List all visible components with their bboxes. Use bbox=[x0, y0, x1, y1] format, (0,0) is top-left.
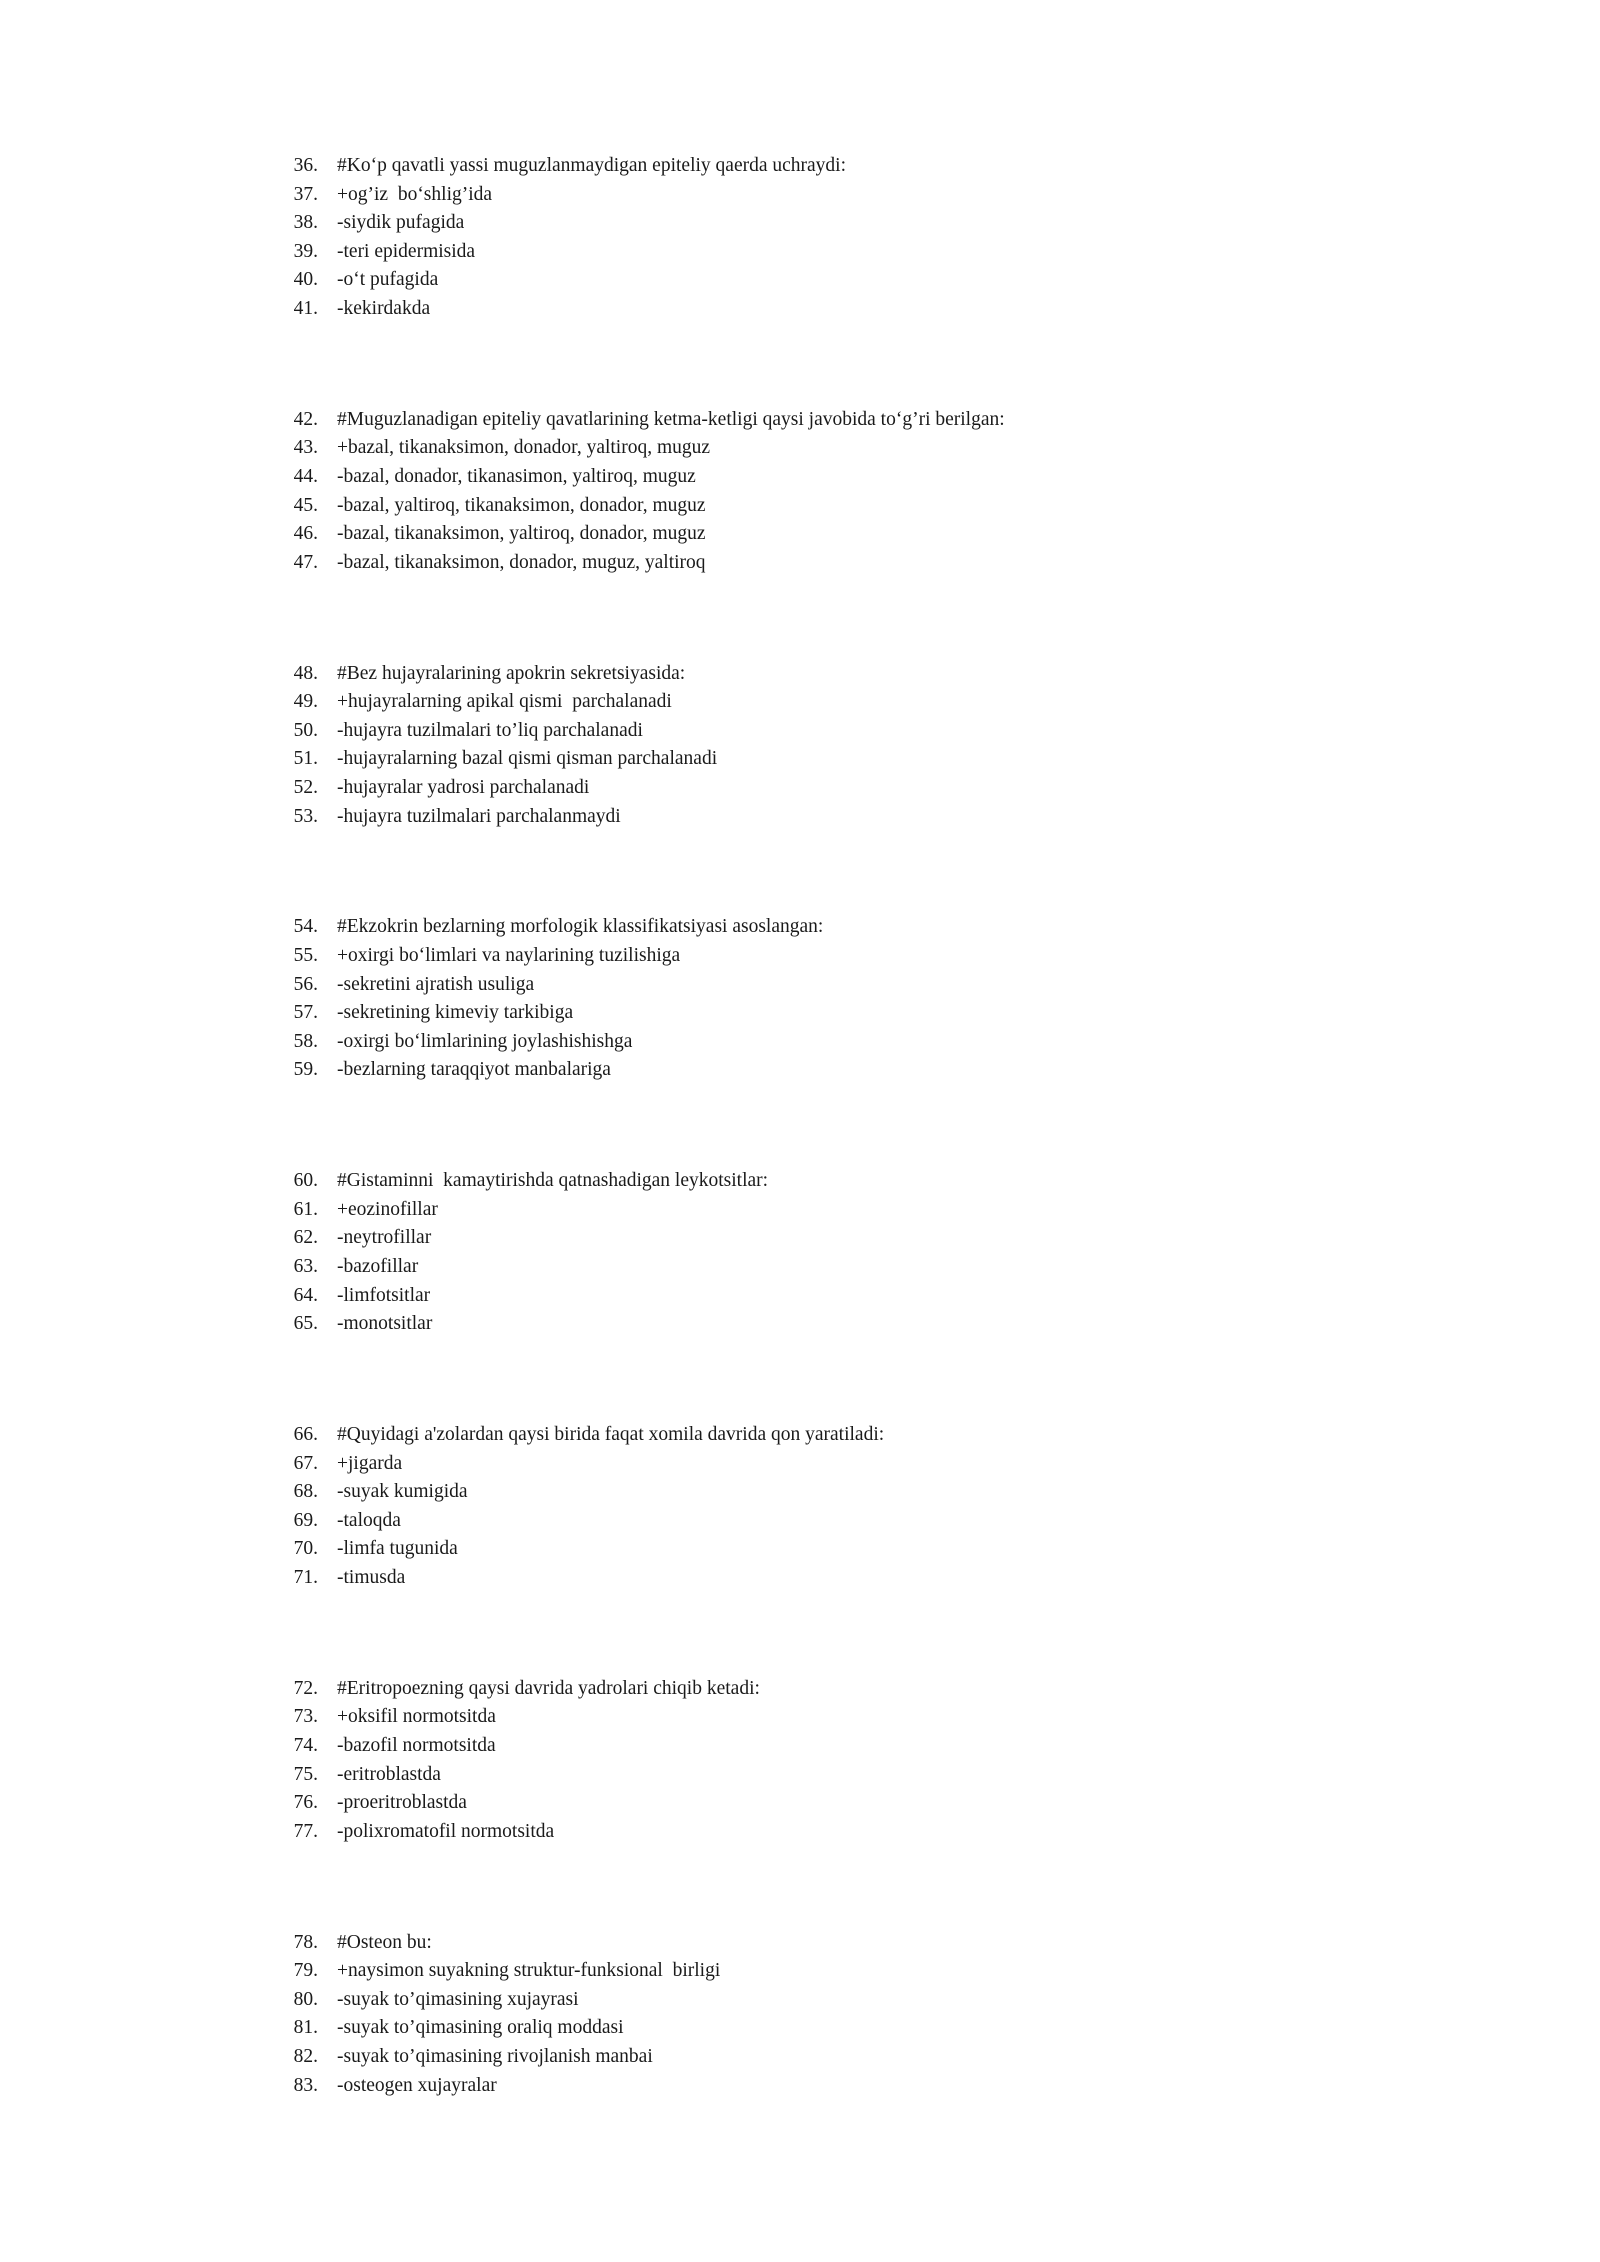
line-number: 59. bbox=[293, 1059, 318, 1081]
answer-text: -o‘t pufagida bbox=[337, 269, 439, 291]
answer-option bbox=[276, 803, 1376, 832]
line-number: 57. bbox=[293, 1002, 318, 1024]
line-number: 77. bbox=[293, 1820, 318, 1842]
answer-option bbox=[276, 1253, 1376, 1282]
line-number: 51. bbox=[293, 748, 318, 770]
answer-text: -suyak to’qimasining oraliq moddasi bbox=[337, 2017, 624, 2039]
answer-text: -oxirgi bo‘limlarining joylashishishga bbox=[337, 1030, 633, 1052]
answer-text: -suyak to’qimasining xujayrasi bbox=[337, 1988, 579, 2010]
answer-text: -hujayralarning bazal qismi qisman parchalanadi bbox=[337, 748, 718, 770]
answer-option bbox=[276, 2043, 1376, 2072]
line-number: 73. bbox=[293, 1706, 318, 1728]
question-line bbox=[276, 660, 1376, 689]
answer-option bbox=[276, 1056, 1376, 1085]
answer-text: -sekretini ajratish usuliga bbox=[337, 973, 535, 995]
answer-option bbox=[276, 999, 1376, 1028]
question-text: #Ko‘p qavatli yassi muguzlanmaydigan epiteliy qaerda uchraydi: bbox=[337, 155, 847, 176]
answer-text: -bazal, yaltiroq, tikanaksimon, donador, muguz bbox=[337, 494, 706, 516]
answer-text: +hujayralarning apikal qismi parchalanadi bbox=[337, 691, 672, 713]
answer-text: -bezlarning taraqqiyot manbalariga bbox=[337, 1059, 611, 1081]
line-number: 72. bbox=[293, 1677, 318, 1699]
answer-option bbox=[276, 434, 1376, 463]
answer-option bbox=[276, 1450, 1376, 1479]
answer-option bbox=[276, 1957, 1376, 1986]
answer-option bbox=[276, 1028, 1376, 1057]
question-block bbox=[276, 660, 1376, 832]
line-number: 61. bbox=[293, 1198, 318, 1220]
answer-option bbox=[276, 774, 1376, 803]
line-number: 43. bbox=[293, 437, 318, 459]
answer-text: -hujayra tuzilmalari to’liq parchalanadi bbox=[337, 719, 643, 741]
line-number: 41. bbox=[293, 297, 318, 319]
answer-option bbox=[276, 1196, 1376, 1225]
line-number: 50. bbox=[293, 719, 318, 741]
question-block bbox=[276, 406, 1376, 578]
question-line bbox=[276, 152, 1376, 181]
answer-option bbox=[276, 1761, 1376, 1790]
line-number: 79. bbox=[293, 1960, 318, 1982]
answer-option bbox=[276, 238, 1376, 267]
answer-option bbox=[276, 942, 1376, 971]
question-line bbox=[276, 406, 1376, 435]
question-block bbox=[276, 1929, 1376, 2101]
answer-option bbox=[276, 688, 1376, 717]
line-number: 54. bbox=[293, 916, 318, 938]
answer-text: -teri epidermisida bbox=[337, 240, 476, 262]
answer-option bbox=[276, 1818, 1376, 1847]
answer-option bbox=[276, 1986, 1376, 2015]
answer-option bbox=[276, 1310, 1376, 1339]
line-number: 67. bbox=[293, 1452, 318, 1474]
answer-option bbox=[276, 1732, 1376, 1761]
question-line bbox=[276, 1167, 1376, 1196]
answer-text: -monotsitlar bbox=[337, 1313, 433, 1335]
answer-text: -suyak kumigida bbox=[337, 1481, 468, 1503]
answer-text: -siydik pufagida bbox=[337, 212, 465, 234]
answer-text: -polixromatofil normotsitda bbox=[337, 1820, 555, 1842]
line-number: 42. bbox=[293, 408, 318, 430]
line-number: 65. bbox=[293, 1313, 318, 1335]
line-number: 39. bbox=[293, 240, 318, 262]
answer-option bbox=[276, 1224, 1376, 1253]
answer-text: -bazofil normotsitda bbox=[337, 1734, 496, 1756]
answer-text: +eozinofillar bbox=[337, 1198, 438, 1220]
line-number: 74. bbox=[293, 1734, 318, 1756]
question-text: #Bez hujayralarining apokrin sekretsiyasida: bbox=[337, 662, 686, 684]
answer-text: -suyak to’qimasining rivojlanish manbai bbox=[337, 2045, 653, 2067]
answer-option bbox=[276, 520, 1376, 549]
answer-option bbox=[276, 745, 1376, 774]
line-number: 40. bbox=[293, 269, 318, 291]
answer-option bbox=[276, 181, 1376, 210]
line-number: 82. bbox=[293, 2045, 318, 2067]
answer-option bbox=[276, 209, 1376, 238]
question-block bbox=[276, 1675, 1376, 1847]
answer-option bbox=[276, 1282, 1376, 1311]
answer-option bbox=[276, 2072, 1376, 2101]
line-number: 83. bbox=[293, 2074, 318, 2096]
line-number: 69. bbox=[293, 1509, 318, 1531]
question-block bbox=[276, 1421, 1376, 1593]
answer-option bbox=[276, 1789, 1376, 1818]
line-number: 45. bbox=[293, 494, 318, 516]
question-text: #Muguzlanadigan epiteliy qavatlarining ketma-ketligi qaysi javobida to‘g’ri berilgan: bbox=[337, 408, 1005, 430]
line-number: 37. bbox=[293, 183, 318, 205]
question-line bbox=[276, 1675, 1376, 1704]
line-number: 66. bbox=[293, 1424, 318, 1445]
question-line bbox=[276, 1421, 1376, 1450]
line-number: 48. bbox=[293, 662, 318, 684]
question-block bbox=[276, 913, 1376, 1085]
answer-text: -limfa tugunida bbox=[337, 1538, 458, 1560]
line-number: 62. bbox=[293, 1227, 318, 1249]
question-text: #Osteon bu: bbox=[337, 1931, 432, 1953]
answer-text: -limfotsitlar bbox=[337, 1284, 431, 1306]
line-number: 56. bbox=[293, 973, 318, 995]
question-line bbox=[276, 913, 1376, 942]
line-number: 58. bbox=[293, 1030, 318, 1052]
line-number: 76. bbox=[293, 1792, 318, 1814]
line-number: 47. bbox=[293, 551, 318, 573]
question-block bbox=[276, 152, 1376, 324]
answer-option bbox=[276, 1703, 1376, 1732]
line-number: 49. bbox=[293, 691, 318, 713]
answer-text: -neytrofillar bbox=[337, 1227, 432, 1249]
line-number: 46. bbox=[293, 523, 318, 545]
answer-option bbox=[276, 266, 1376, 295]
line-number: 52. bbox=[293, 776, 318, 798]
line-number: 55. bbox=[293, 944, 318, 966]
answer-option bbox=[276, 1507, 1376, 1536]
line-number: 71. bbox=[293, 1566, 318, 1588]
line-number: 64. bbox=[293, 1284, 318, 1306]
answer-text: -bazofillar bbox=[337, 1255, 419, 1277]
answer-text: +jigarda bbox=[337, 1452, 403, 1474]
answer-text: +naysimon suyakning struktur-funksional birligi bbox=[337, 1960, 721, 1982]
line-number: 70. bbox=[293, 1538, 318, 1560]
answer-option bbox=[276, 492, 1376, 521]
answer-option bbox=[276, 295, 1376, 324]
answer-text: +oxirgi bo‘limlari va naylarining tuzilishiga bbox=[337, 944, 681, 966]
answer-option bbox=[276, 1535, 1376, 1564]
line-number: 80. bbox=[293, 1988, 318, 2010]
answer-text: +og’iz bo‘shlig’ida bbox=[337, 183, 493, 205]
answer-text: +bazal, tikanaksimon, donador, yaltiroq, muguz bbox=[337, 437, 711, 459]
line-number: 38. bbox=[293, 212, 318, 234]
question-line bbox=[276, 1929, 1376, 1958]
answer-option bbox=[276, 463, 1376, 492]
question-text: #Eritropoezning qaysi davrida yadrolari chiqib ketadi: bbox=[337, 1677, 760, 1699]
answer-option bbox=[276, 2014, 1376, 2043]
line-number: 75. bbox=[293, 1763, 318, 1785]
question-block bbox=[276, 1167, 1376, 1339]
line-number: 81. bbox=[293, 2017, 318, 2039]
answer-text: -proeritroblastda bbox=[337, 1792, 467, 1814]
answer-option bbox=[276, 1564, 1376, 1593]
answer-text: -hujayralar yadrosi parchalanadi bbox=[337, 776, 590, 798]
answer-option bbox=[276, 971, 1376, 1000]
answer-text: -sekretining kimeviy tarkibiga bbox=[337, 1002, 574, 1024]
answer-text: -bazal, donador, tikanasimon, yaltiroq, muguz bbox=[337, 465, 696, 487]
answer-text: -eritroblastda bbox=[337, 1763, 441, 1785]
line-number: 60. bbox=[293, 1170, 318, 1192]
answer-text: -taloqda bbox=[337, 1509, 401, 1531]
answer-text: -kekirdakda bbox=[337, 297, 431, 319]
question-text: #Gistaminni kamaytirishda qatnashadigan leykotsitlar: bbox=[337, 1170, 769, 1192]
answer-text: -timusda bbox=[337, 1566, 406, 1588]
answer-option bbox=[276, 717, 1376, 746]
line-number: 63. bbox=[293, 1255, 318, 1277]
question-text: #Ekzokrin bezlarning morfologik klassifikatsiyasi asoslangan: bbox=[337, 916, 824, 938]
answer-text: +oksifil normotsitda bbox=[337, 1706, 496, 1728]
line-number: 68. bbox=[293, 1481, 318, 1503]
question-text: #Quyidagi a'zolardan qaysi birida faqat xomila davrida qon yaratiladi: bbox=[337, 1424, 885, 1445]
answer-text: -bazal, tikanaksimon, donador, muguz, yaltiroq bbox=[337, 551, 706, 573]
line-number: 44. bbox=[293, 465, 318, 487]
line-number: 78. bbox=[293, 1931, 318, 1953]
answer-text: -osteogen xujayralar bbox=[337, 2074, 497, 2096]
line-number: 36. bbox=[293, 155, 318, 176]
answer-text: -hujayra tuzilmalari parchalanmaydi bbox=[337, 805, 621, 827]
answer-option bbox=[276, 1478, 1376, 1507]
answer-option bbox=[276, 549, 1376, 578]
answer-text: -bazal, tikanaksimon, yaltiroq, donador, muguz bbox=[337, 523, 706, 545]
line-number: 53. bbox=[293, 805, 318, 827]
